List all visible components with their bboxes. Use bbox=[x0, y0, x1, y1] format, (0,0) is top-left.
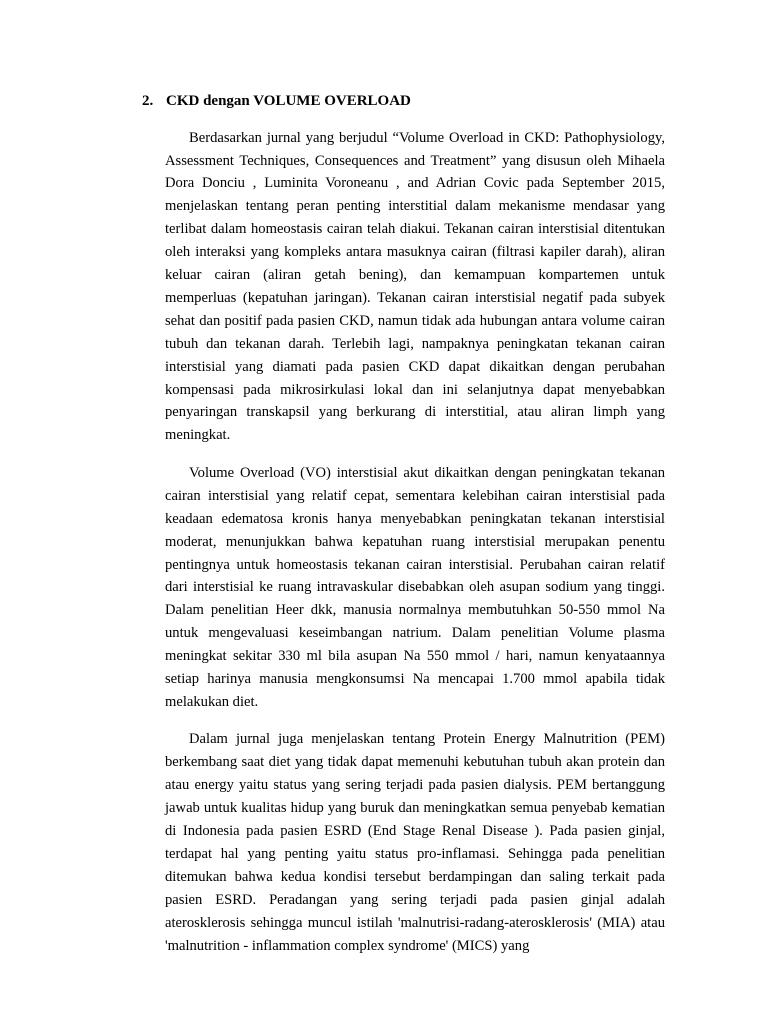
section-number: 2. bbox=[142, 93, 154, 109]
section-title: CKD dengan VOLUME OVERLOAD bbox=[166, 93, 411, 109]
paragraph-2: Volume Overload (VO) interstisial akut dikaitkan dengan peningkatan tekanan cairan interstisial yang relatif cepat, sementara kelebihan cairan interstisial pada keadaan edematosa kronis hanya menyebabkan peningkatan tekanan interstisial moderat, menunjukkan bahwa kepatuhan ruang interstisial merupakan penentu pentingnya untuk homeostasis tekanan cairan interstisial. Perubahan cairan relatif dari interstisial ke ruang intravaskular disebabkan oleh asupan sodium yang tinggi. Dalam penelitian Heer dkk, manusia normalnya membutuhkan 50-550 mmol Na untuk mengevaluasi keseimbangan natrium. Dalam penelitian Volume plasma meningkat sekitar 330 ml bila asupan Na 550 mmol / hari, namun kenyataannya setiap harinya manusia mengkonsumsi Na mencapai 1.700 mmol apabila tidak melakukan diet. bbox=[165, 464, 665, 710]
paragraph-1: Berdasarkan jurnal yang berjudul “Volume Overload in CKD: Pathophysiology, Assessment Techniques, Consequences and Treatment” yang disusun oleh Mihaela Dora Donciu , Luminita Voroneanu , and Adrian Covic pada September 2015, menjelaskan tentang peran penting interstitial dalam mekanisme mendasar yang terlibat dalam homeostasis cairan telah diakui. Tekanan cairan interstisial ditentukan oleh interaksi yang kompleks antara masuknya cairan (filtrasi kapiler darah), aliran keluar cairan (aliran getah bening), dan kemampuan kompartemen untuk memperluas (kepatuhan jaringan). Tekanan cairan interstisial negatif pada subyek sehat dan positif pada pasien CKD, namun tidak ada hubungan antara volume cairan tubuh dan tekanan darah. Terlebih lagi, nampaknya peningkatan tekanan cairan interstisial yang diamati pada pasien CKD dapat dikaitkan dengan perubahan kompensasi pada mikrosirkulasi lokal dan ini selanjutnya dapat menyebabkan penyaringan transkapsil yang berkurang di interstitial, atau aliran limph yang meningkat. bbox=[165, 129, 665, 444]
section-heading bbox=[142, 90, 665, 112]
paragraph-3: Dalam jurnal juga menjelaskan tentang Protein Energy Malnutrition (PEM) berkembang saat diet yang tidak dapat memenuhi kebutuhan tubuh akan protein dan atau energy yaitu status yang sering terjadi pada pasien dialysis. PEM bertanggung jawab untuk kualitas hidup yang buruk dan meningkatkan semua penyebab kematian di Indonesia pada pasien ESRD (End Stage Renal Disease ). Pada pasien ginjal, terdapat hal yang penting yaitu status pro-inflamasi. Sehingga pada penelitian ditemukan bahwa kedua kondisi tersebut berdampingan dan saling terkait pada pasien ESRD. Peradangan yang sering terjadi pada pasien ginjal adalah aterosklerosis sehingga muncul istilah 'malnutrisi-radang-aterosklerosis' (MIA) atau 'malnutrition - inflammation complex syndrome' (MICS) yang bbox=[165, 731, 665, 954]
